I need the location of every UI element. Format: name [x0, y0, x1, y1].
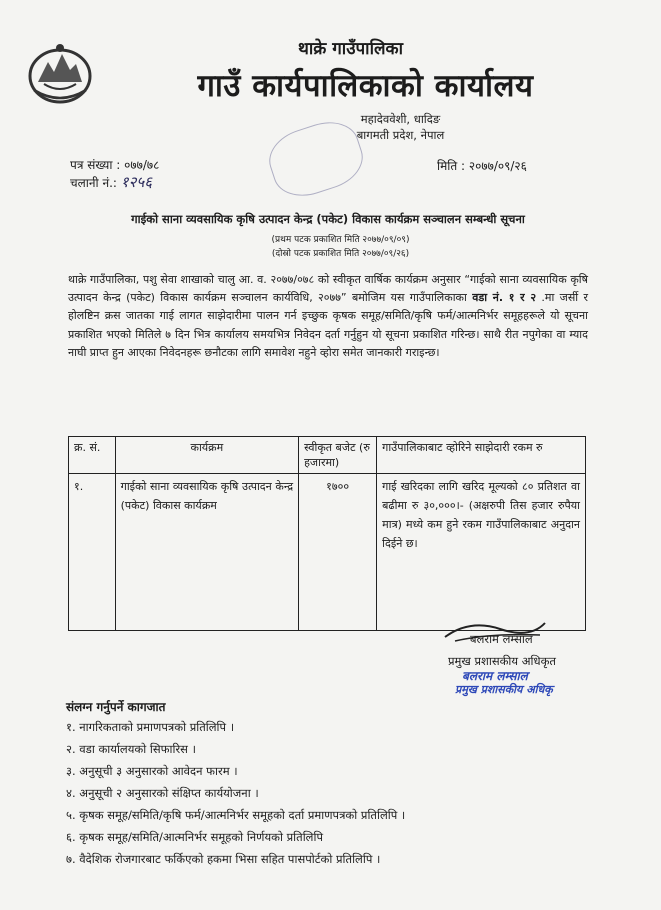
name-stamp: बलराम लम्साल [462, 669, 528, 683]
table-header-row [69, 437, 586, 474]
list-item: १. नागरिकताको प्रमाणपत्रको प्रतिलिपि । [66, 720, 235, 734]
cell-serial: १. [69, 474, 116, 631]
second-publication-date: (दोस्रो पटक प्रकाशित मिति २०७७/०९/२६) [271, 249, 410, 259]
cell-share: गाई खरिदका लागि खरिद मूल्यको ८० प्रतिशत वा बढीमा रु ३०,०००।- (अक्षरुपी तिस हजार रुपैया मात्र) मध्ये कम हुने रकम गाउँपालिकाबाट अनुदान दिईने छ। [377, 474, 586, 631]
dispatch-row [70, 174, 159, 192]
municipality-name: थाक्रे गाउँपालिका [298, 39, 403, 59]
ward-numbers: वडा नं. १ र २ [472, 291, 537, 305]
attachments-list [66, 716, 405, 870]
address-line-1: महादेववेशी, धादिङ [360, 112, 441, 126]
list-item: २. वडा कार्यालयको सिफारिस । [66, 742, 196, 756]
letter-number: पत्र संख्या : ०७७/७८ [70, 158, 160, 172]
program-table [68, 436, 586, 631]
letter-date: मिति : २०७७/०९/२६ [437, 159, 527, 173]
signatory-title: प्रमुख प्रशासकीय अधिकृत [448, 654, 556, 668]
signatory-name: बलराम लम्साल [470, 632, 533, 646]
col-program-header: कार्यक्रम [115, 437, 298, 474]
list-item: ३. अनुसूची ३ अनुसारको आवेदन फारम । [66, 764, 238, 778]
notice-body [68, 271, 588, 362]
title-stamp: प्रमुख प्रशासकीय अधिकृ [455, 683, 553, 696]
table-row [69, 474, 586, 631]
list-item: ५. कृषक समूह/समिति/कृषि फर्म/आत्मनिर्भर समूहको दर्ता प्रमाणपत्रको प्रतिलिपि । [66, 808, 406, 822]
col-share-header: गाउँपालिकाबाट व्होरिने साझेदारी रकम रु [377, 437, 586, 474]
first-publication-date: (प्रथम पटक प्रकाशित मिति २०७७/०९/०९) [271, 235, 410, 245]
col-budget-header: स्वीकृत बजेट (रु हजारमा) [299, 437, 377, 474]
reference-block [70, 157, 159, 192]
cell-budget: १७०० [299, 474, 377, 631]
notice-subject: गाईको साना व्यवसायिक कृषि उत्पादन केन्द्र (पकेट) विकास कार्यक्रम सञ्चालन सम्बन्धी सूचना [131, 212, 525, 226]
list-item: ४. अनुसूची २ अनुसारको संक्षिप्त कार्ययोजना । [66, 786, 259, 800]
col-serial-header: क्र. सं. [69, 437, 116, 474]
dispatch-number: १२५६ [120, 173, 152, 191]
body-part-2: .मा जर्सी र होलष्टिन क्रस जातका गाई लागत साझेदारीमा पालन गर्न इच्छुक कृषक समूह/समिति/कृषि फर्म/आत्मनिर्भर समूहहरूले यो सूचना प्रकाशित भएको मितिले ७ दिन भित्र कार्यालय समयभित्र निवेदन दर्ता गर्नुहुन यो सूचना प्रकाशित गरिन्छ। साथै रीत नपुगेका वा म्याद नाघी प्राप्त हुन आएका निवेदनहरू छनौटका लागि समावेश नहुने व्होरा समेत जानकारी गराइन्छ। [68, 291, 588, 359]
list-item: ६. कृषक समूह/समिति/आत्मनिर्भर समूहको निर्णयको प्रतिलिपि [66, 830, 323, 844]
office-title: गाउँ कार्यपालिकाको कार्यालय [197, 68, 534, 104]
attachments-title: संलग्न गर्नुपर्ने कागजात [66, 700, 166, 714]
body-part-1: थाक्रे गाउँपालिका, पशु सेवा शाखाको चालु आ. व. २०७७/०७८ को स्वीकृत वार्षिक कार्यक्रम अनुसार “गाईको साना व्यवसायिक कृषि उत्पादन केन्द्र (पकेट) विकास कार्यक्रम सञ्चालन कार्यविधि, २०७७” बमोजिम यस गाउँपालिकाका [68, 273, 588, 305]
dispatch-label: चलानी नं.: [70, 176, 117, 190]
cell-program: गाईको साना व्यवसायिक कृषि उत्पादन केन्द्र (पकेट) विकास कार्यक्रम [115, 474, 298, 631]
address-line-2: बागमती प्रदेश, नेपाल [356, 128, 445, 142]
list-item: ७. वैदेशिक रोजगारबाट फर्किएको हकमा भिसा सहित पासपोर्टको प्रतिलिपि । [66, 852, 381, 866]
